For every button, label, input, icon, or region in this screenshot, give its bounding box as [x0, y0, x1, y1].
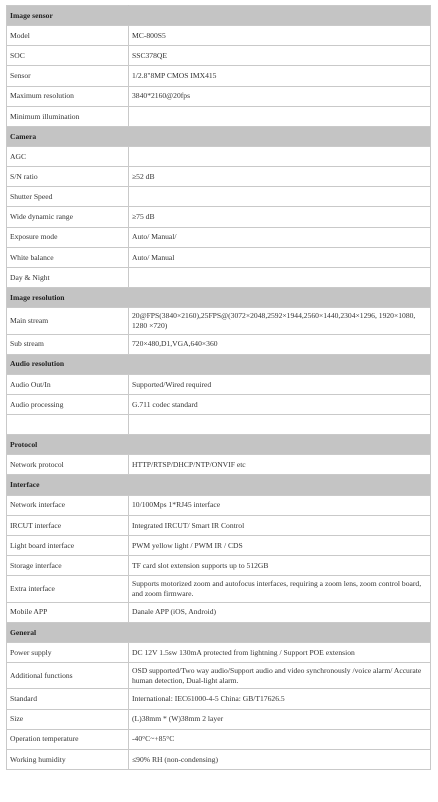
spec-row [7, 749, 431, 769]
spec-row [7, 415, 431, 435]
spec-label: Power supply [7, 642, 129, 662]
spec-value: Auto/ Manual/ [129, 227, 431, 247]
spec-value: HTTP/RTSP/DHCP/NTP/ONVIF etc [129, 455, 431, 475]
spec-table [6, 5, 431, 770]
section-header [7, 126, 431, 146]
spec-value: ≥52 dB [129, 167, 431, 187]
spec-row [7, 556, 431, 576]
spec-label: Operation temperature [7, 729, 129, 749]
spec-label: Day & Night [7, 267, 129, 287]
spec-value: 720×480,D1,VGA,640×360 [129, 334, 431, 354]
spec-row [7, 308, 431, 334]
spec-value: SSC378QE [129, 46, 431, 66]
spec-label: Network protocol [7, 455, 129, 475]
spec-row [7, 187, 431, 207]
spec-row [7, 455, 431, 475]
spec-label: Minimum illumination [7, 106, 129, 126]
spec-row [7, 535, 431, 555]
section-header [7, 475, 431, 495]
spec-value: Integrated IRCUT/ Smart IR Control [129, 515, 431, 535]
spec-row [7, 146, 431, 166]
section-header [7, 622, 431, 642]
section-header [7, 435, 431, 455]
spec-label: White balance [7, 247, 129, 267]
spec-row [7, 709, 431, 729]
section-header [7, 354, 431, 374]
spec-label: Storage interface [7, 556, 129, 576]
spec-value: 20@FPS(3840×2160),25FPS@(3072×2048,2592×1944,2560×1440,2304×1296, 1920×1080, 1280 ×720) [129, 308, 431, 334]
spec-value [129, 106, 431, 126]
spec-value [129, 267, 431, 287]
spec-value [129, 146, 431, 166]
spec-row [7, 729, 431, 749]
spec-label: S/N ratio [7, 167, 129, 187]
spec-row [7, 66, 431, 86]
spec-row [7, 86, 431, 106]
section-header-fill [129, 622, 431, 642]
section-header [7, 287, 431, 307]
spec-sheet [6, 5, 431, 770]
spec-label: Network interface [7, 495, 129, 515]
spec-value: 1/2.8"8MP CMOS IMX415 [129, 66, 431, 86]
section-title: Camera [7, 126, 129, 146]
section-header [7, 6, 431, 26]
spec-label: Light board interface [7, 535, 129, 555]
section-title: Image sensor [7, 6, 129, 26]
spec-label: Wide dynamic range [7, 207, 129, 227]
spec-value: Auto/ Manual [129, 247, 431, 267]
spec-row [7, 334, 431, 354]
spec-row [7, 663, 431, 689]
spec-label: Sensor [7, 66, 129, 86]
spec-row [7, 267, 431, 287]
spec-value [129, 415, 431, 435]
spec-row [7, 374, 431, 394]
spec-label: AGC [7, 146, 129, 166]
section-title: General [7, 622, 129, 642]
spec-value: OSD supported/Two way audio/Support audio and video synchronously /voice alarm/ Accurate human detection, Dual-light alarm. [129, 663, 431, 689]
spec-row [7, 642, 431, 662]
spec-row [7, 207, 431, 227]
spec-label: Main stream [7, 308, 129, 334]
spec-table-body [7, 6, 431, 770]
spec-value: TF card slot extension supports up to 512GB [129, 556, 431, 576]
spec-label: Sub stream [7, 334, 129, 354]
spec-label: SOC [7, 46, 129, 66]
spec-row [7, 576, 431, 602]
spec-value: PWM yellow light / PWM IR / CDS [129, 535, 431, 555]
spec-row [7, 394, 431, 414]
spec-value: 3840*2160@20fps [129, 86, 431, 106]
spec-row [7, 515, 431, 535]
spec-value: MC-800S5 [129, 26, 431, 46]
spec-value: ≤90% RH (non-condensing) [129, 749, 431, 769]
spec-row [7, 689, 431, 709]
section-header-fill [129, 354, 431, 374]
section-title: Interface [7, 475, 129, 495]
spec-label: Additional functions [7, 663, 129, 689]
spec-value: Supported/Wired required [129, 374, 431, 394]
spec-label: Size [7, 709, 129, 729]
spec-value: (L)38mm * (W)38mm 2 layer [129, 709, 431, 729]
section-header-fill [129, 435, 431, 455]
spec-row [7, 602, 431, 622]
section-title: Protocol [7, 435, 129, 455]
section-title: Image resolution [7, 287, 129, 307]
spec-row [7, 167, 431, 187]
spec-value: G.711 codec standard [129, 394, 431, 414]
section-header-fill [129, 287, 431, 307]
spec-value: Supports motorized zoom and autofocus interfaces, requiring a zoom lens, zoom control board, and zoom firmware. [129, 576, 431, 602]
spec-label: Audio processing [7, 394, 129, 414]
spec-row [7, 227, 431, 247]
section-header-fill [129, 6, 431, 26]
spec-row [7, 26, 431, 46]
section-title: Audio resolution [7, 354, 129, 374]
spec-value: International: IEC61000-4-5 China: GB/T17626.5 [129, 689, 431, 709]
spec-value [129, 187, 431, 207]
spec-label: Maximum resolution [7, 86, 129, 106]
spec-label: Shutter Speed [7, 187, 129, 207]
spec-label [7, 415, 129, 435]
spec-row [7, 495, 431, 515]
spec-value: -40°C~+85°C [129, 729, 431, 749]
spec-label: Working humidity [7, 749, 129, 769]
spec-value: Danale APP (iOS, Android) [129, 602, 431, 622]
spec-row [7, 106, 431, 126]
spec-row [7, 247, 431, 267]
spec-label: Mobile APP [7, 602, 129, 622]
spec-label: Model [7, 26, 129, 46]
spec-label: Standard [7, 689, 129, 709]
spec-label: Audio Out/In [7, 374, 129, 394]
spec-row [7, 46, 431, 66]
spec-value: ≥75 dB [129, 207, 431, 227]
spec-label: Exposure mode [7, 227, 129, 247]
section-header-fill [129, 475, 431, 495]
section-header-fill [129, 126, 431, 146]
spec-label: Extra interface [7, 576, 129, 602]
spec-value: DC 12V 1.5sw 130mA protected from lightning / Support POE extension [129, 642, 431, 662]
spec-label: IRCUT interface [7, 515, 129, 535]
spec-value: 10/100Mps 1*RJ45 interface [129, 495, 431, 515]
